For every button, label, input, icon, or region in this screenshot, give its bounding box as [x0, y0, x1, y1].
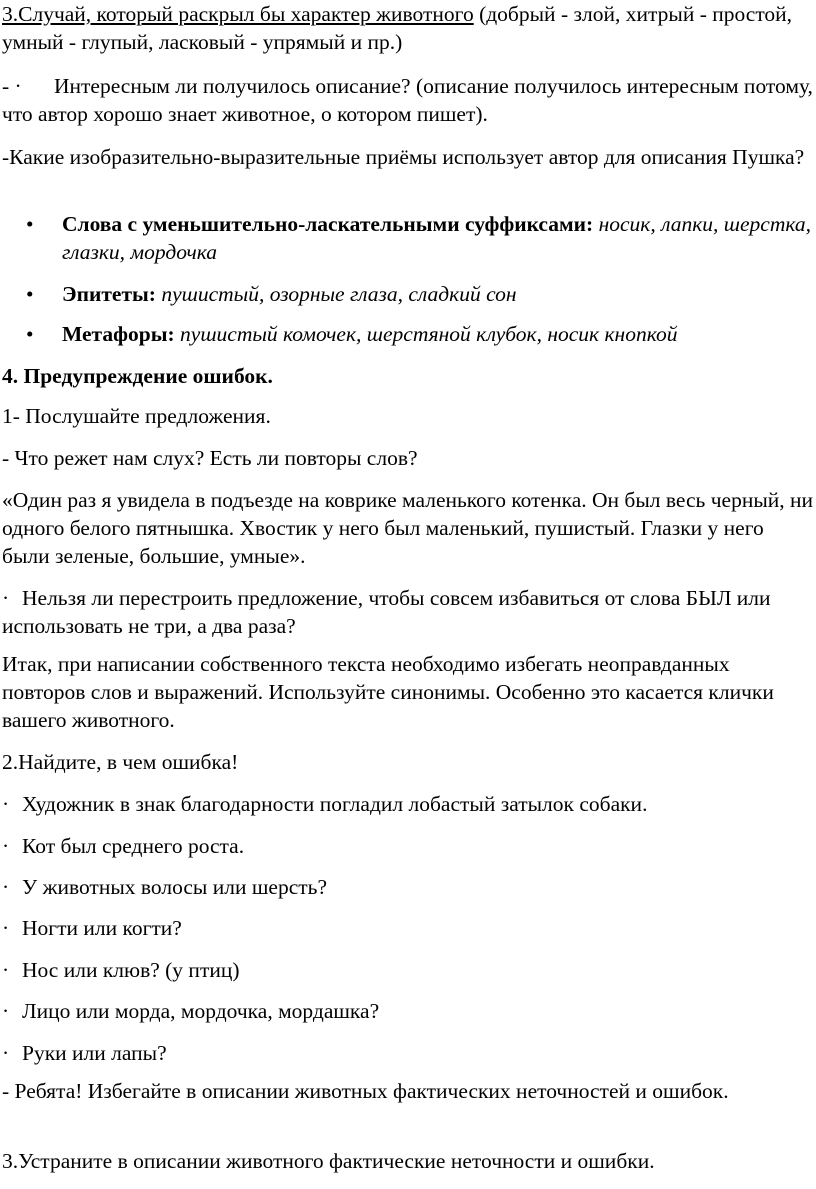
error-item-text: Ногти или когти?	[22, 916, 182, 940]
bullet-text	[62, 320, 814, 348]
bullet-marker: •	[26, 282, 34, 306]
bullet-term: Слова с уменьшительно-ласкательными суффиксами:	[62, 212, 594, 236]
repetition-question: - Что режет нам слух? Есть ли повторы слов?	[2, 446, 418, 470]
error-item	[2, 790, 814, 818]
question-interesting	[2, 72, 814, 128]
bullet-term: Метафоры:	[62, 322, 175, 346]
section3-heading	[2, 0, 814, 56]
bullet-item-diminutive	[26, 210, 812, 266]
bullet-marker: •	[26, 212, 34, 236]
error-marker: ·	[2, 916, 10, 940]
question-interesting-text: Интересным ли получилось описание? (описание получилось интересным потому, что автор хорошо знает животное, о котором пишет).	[2, 74, 813, 126]
question-techniques: -Какие изобразительно-выразительные приёмы использует автор для описания Пушка?	[2, 145, 805, 169]
error-item-text: Лицо или морда, мордочка, мордашка?	[22, 999, 380, 1023]
error-marker: ·	[2, 999, 10, 1023]
section3-heading-rest: (добрый - злой, хитрый - простой, умный - глупый, ласковый - упрямый и пр.)	[2, 2, 793, 54]
rebuild-marker: ·	[2, 586, 10, 610]
bullet-term: Эпитеты:	[62, 282, 156, 306]
bullet-text	[62, 210, 814, 266]
warning-paragraph: - Ребята! Избегайте в описании животных фактических неточностей и ошибок.	[2, 1079, 729, 1103]
kitten-quote: «Один раз я увидела в подъезде на коврике маленького котенка. Он был весь черный, ни одного белого пятнышка. Хвостик у него был маленький, пушистый. Глазки у него были зеленые, большие, умные».	[2, 488, 814, 568]
error-item-text: У животных волосы или шерсть?	[22, 875, 327, 899]
error-marker: ·	[2, 958, 10, 982]
error-marker: ·	[2, 792, 10, 816]
bullet-marker: •	[26, 322, 34, 346]
bullet-item-metaphors	[26, 320, 812, 348]
error-item	[2, 832, 814, 860]
bullet-item-epithets	[26, 280, 812, 308]
error-item-text: Руки или лапы?	[22, 1041, 167, 1065]
rebuild-text: Нельзя ли перестроить предложение, чтобы совсем избавиться от слова БЫЛ или использовать не три, а два раза?	[2, 586, 771, 638]
error-item-text: Нос или клюв? (у птиц)	[22, 958, 240, 982]
find-error-heading: 2.Найдите, в чем ошибка!	[2, 750, 239, 774]
listen-instruction: 1- Послушайте предложения.	[2, 404, 271, 428]
error-marker: ·	[2, 875, 10, 899]
section4-heading: 4. Предупреждение ошибок.	[2, 364, 273, 388]
question-interesting-marker: - ·	[2, 74, 22, 98]
task3-heading: 3.Устраните в описании животного фактические неточности и ошибки.	[2, 1149, 655, 1173]
bullet-text	[62, 280, 814, 308]
bullet-examples: пушистый, озорные глаза, сладкий сон	[155, 282, 517, 306]
error-item	[2, 997, 814, 1025]
error-item	[2, 956, 814, 984]
conclusion-paragraph: Итак, при написании собственного текста необходимо избегать неоправданных повторов слов и выражений. Используйте синонимы. Особенно это касается клички вашего животного.	[2, 652, 774, 732]
error-item	[2, 1039, 814, 1067]
error-marker: ·	[2, 834, 10, 858]
rebuild-question	[2, 584, 814, 640]
bullet-examples: носик, лапки, шерстка, глазки, мордочка	[62, 212, 812, 264]
error-item	[2, 914, 814, 942]
bullet-examples: пушистый комочек, шерстяной клубок, носик кнопкой	[174, 322, 678, 346]
error-item-text: Кот был среднего роста.	[22, 834, 245, 858]
error-marker: ·	[2, 1041, 10, 1065]
error-item-text: Художник в знак благодарности погладил лобастый затылок собаки.	[22, 792, 648, 816]
error-item	[2, 873, 814, 901]
section3-heading-underlined: 3.Случай, который раскрыл бы характер животного	[2, 2, 474, 26]
